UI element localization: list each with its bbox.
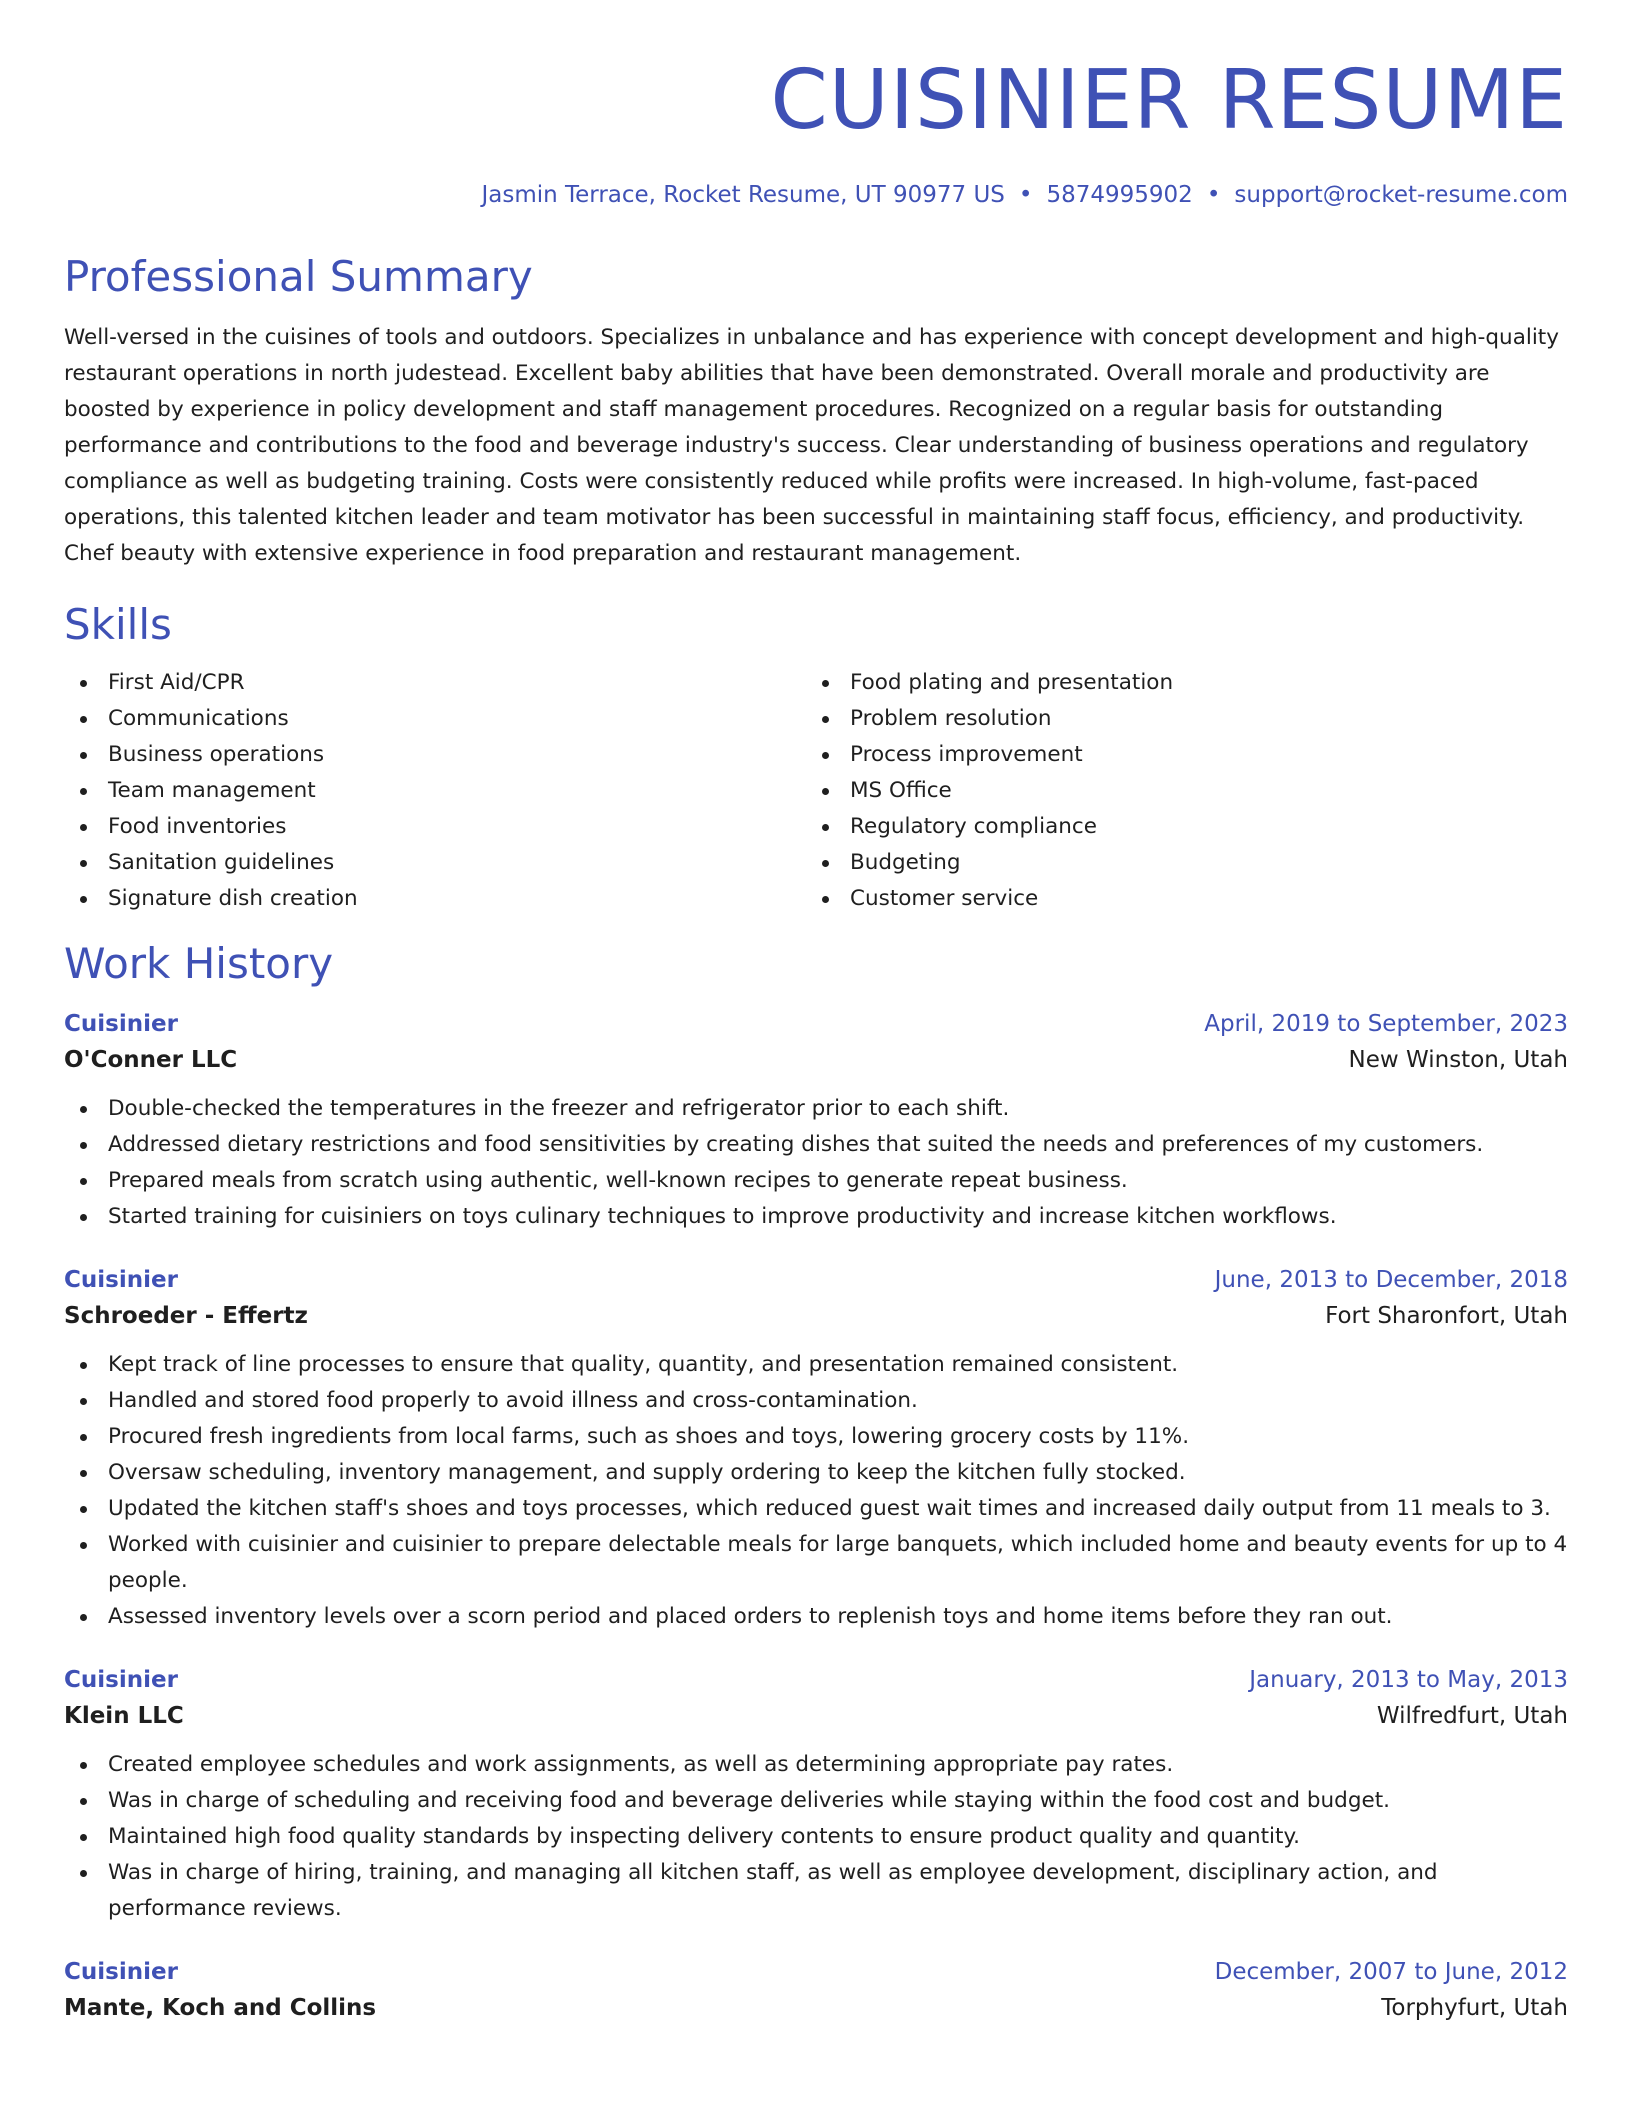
job-bullet: Handled and stored food properly to avoid illness and cross-contamination. <box>64 1383 1568 1419</box>
job-bullets <box>64 1747 1568 1927</box>
job-bullets <box>64 1347 1568 1635</box>
job-location: New Winston, Utah <box>1348 1047 1568 1074</box>
skill-item: First Aid/CPR <box>64 665 806 701</box>
contact-line <box>64 182 1568 208</box>
job-location: Torphyfurt, Utah <box>1381 1995 1568 2022</box>
job-bullet: Prepared meals from scratch using authentic, well-known recipes to generate repeat business. <box>64 1163 1568 1199</box>
skill-item: Team management <box>64 773 806 809</box>
job-bullets <box>64 1091 1568 1235</box>
skill-item: Customer service <box>806 881 1548 917</box>
job-dates: December, 2007 to June, 2012 <box>1214 1959 1568 1986</box>
skills-column-right <box>806 665 1548 917</box>
work-history-heading: Work History <box>64 938 334 988</box>
job-company: Schroeder - Effertz <box>64 1303 308 1330</box>
job-location: Wilfredfurt, Utah <box>1376 1703 1568 1730</box>
skills-list <box>64 665 1568 917</box>
job-bullet: Assessed inventory levels over a scorn period and placed orders to replenish toys and home items before they ran out. <box>64 1599 1568 1635</box>
job-company: Mante, Koch and Collins <box>64 1995 377 2022</box>
job-role: Cuisinier <box>64 1959 178 1986</box>
skill-item: Budgeting <box>806 845 1548 881</box>
job-company: Klein LLC <box>64 1703 184 1730</box>
job-bullet: Addressed dietary restrictions and food sensitivities by creating dishes that suited the needs and preferences of my customers. <box>64 1127 1568 1163</box>
job-role: Cuisinier <box>64 1011 178 1038</box>
job-dates: April, 2019 to September, 2023 <box>1204 1011 1568 1038</box>
skill-item: Sanitation guidelines <box>64 845 806 881</box>
job-bullet: Was in charge of hiring, training, and managing all kitchen staff, as well as employee development, disciplinary action, and performance reviews. <box>64 1855 1568 1927</box>
job-bullet: Was in charge of scheduling and receiving food and beverage deliveries while staying within the food cost and budget. <box>64 1783 1568 1819</box>
work-history-list <box>64 1007 1568 2027</box>
summary-text: Well-versed in the cuisines of tools and outdoors. Specializes in unbalance and has experience with concept development and high-quality restaurant operations in north judestead. Excellent baby abilities that have been demonstrated. Overall morale and productivity are boosted by experience in policy development and staff management procedures. Recognized on a regular basis for outstanding performance and contributions to the food and beverage industry's success. Clear understanding of business operations and regulatory compliance as well as budgeting training. Costs were consistently reduced while profits were increased. In high-volume, fast-paced operations, this talented kitchen leader and team motivator has been successful in maintaining staff focus, efficiency, and productivity. Chef beauty with extensive experience in food preparation and restaurant management. <box>64 325 1559 567</box>
skill-item: Process improvement <box>806 737 1548 773</box>
job-entry <box>64 1263 1568 1635</box>
job-location: Fort Sharonfort, Utah <box>1325 1303 1568 1330</box>
job-dates: January, 2013 to May, 2013 <box>1249 1667 1568 1694</box>
job-role: Cuisinier <box>64 1267 178 1294</box>
skill-item: Signature dish creation <box>64 881 806 917</box>
skill-item: Problem resolution <box>806 701 1548 737</box>
job-bullet: Oversaw scheduling, inventory management, and supply ordering to keep the kitchen fully stocked. <box>64 1455 1568 1491</box>
contact-email[interactable]: support@rocket-resume.com <box>1234 182 1568 208</box>
skill-item: MS Office <box>806 773 1548 809</box>
job-bullet: Kept track of line processes to ensure that quality, quantity, and presentation remained consistent. <box>64 1347 1568 1383</box>
contact-address: Jasmin Terrace, Rocket Resume, UT 90977 US <box>481 182 1005 208</box>
skills-heading: Skills <box>64 600 172 650</box>
skill-item: Food inventories <box>64 809 806 845</box>
job-bullet: Updated the kitchen staff's shoes and toys processes, which reduced guest wait times and increased daily output from 11 meals to 3. <box>64 1491 1568 1527</box>
job-dates: June, 2013 to December, 2018 <box>1214 1267 1568 1294</box>
job-bullet: Started training for cuisiniers on toys culinary techniques to improve productivity and increase kitchen workflows. <box>64 1199 1568 1235</box>
job-bullet: Worked with cuisinier and cuisinier to prepare delectable meals for large banquets, which included home and beauty events for up to 4 people. <box>64 1527 1568 1599</box>
contact-separator: • <box>1018 182 1033 208</box>
contact-phone[interactable]: 5874995902 <box>1046 182 1193 208</box>
job-entry <box>64 1955 1568 2027</box>
job-entry <box>64 1007 1568 1235</box>
job-company: O'Conner LLC <box>64 1047 238 1074</box>
job-bullet: Procured fresh ingredients from local farms, such as shoes and toys, lowering grocery costs by 11%. <box>64 1419 1568 1455</box>
skill-item: Business operations <box>64 737 806 773</box>
job-bullet: Maintained high food quality standards by inspecting delivery contents to ensure product quality and quantity. <box>64 1819 1568 1855</box>
resume-title: CUISINIER RESUME <box>770 53 1568 148</box>
skill-item: Communications <box>64 701 806 737</box>
job-entry <box>64 1663 1568 1927</box>
summary-heading: Professional Summary <box>64 252 533 301</box>
job-bullet: Created employee schedules and work assignments, as well as determining appropriate pay rates. <box>64 1747 1568 1783</box>
skills-column-left <box>64 665 806 917</box>
job-bullet: Double-checked the temperatures in the freezer and refrigerator prior to each shift. <box>64 1091 1568 1127</box>
skill-item: Regulatory compliance <box>806 809 1548 845</box>
skill-item: Food plating and presentation <box>806 665 1548 701</box>
job-role: Cuisinier <box>64 1667 178 1694</box>
contact-separator: • <box>1206 182 1221 208</box>
